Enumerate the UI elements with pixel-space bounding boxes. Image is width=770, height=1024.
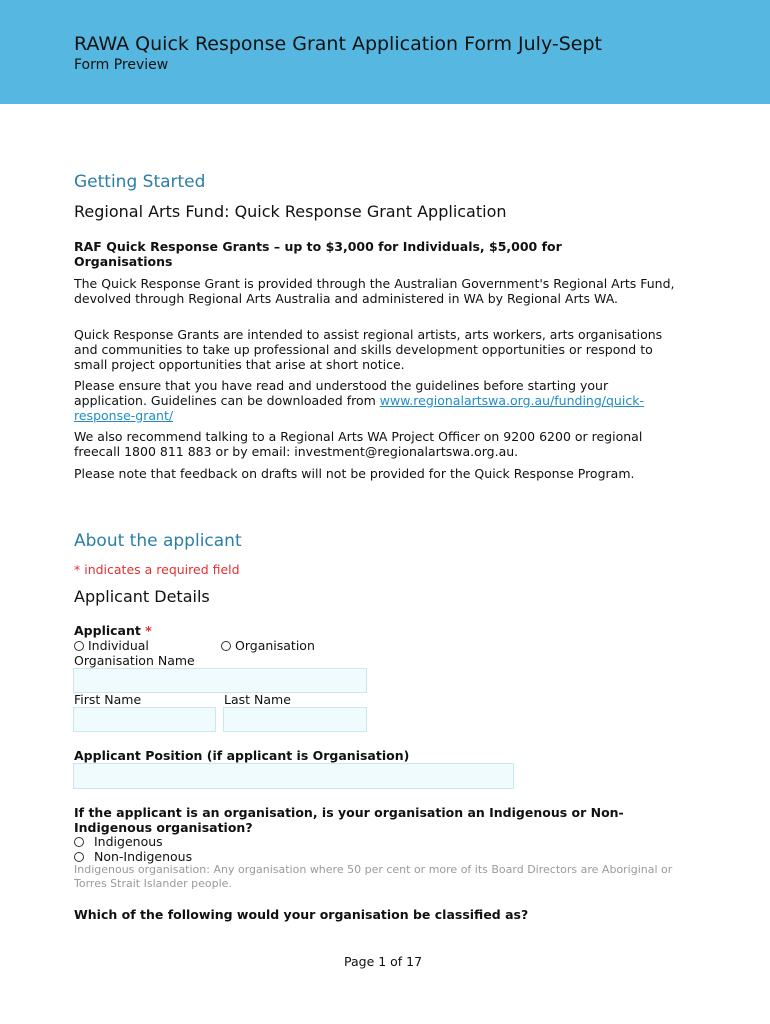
getting-started-heading: Getting Started	[74, 172, 206, 192]
radio-circle-icon[interactable]	[221, 641, 231, 651]
grant-amount-line-2: Organisations	[74, 254, 173, 269]
page-header	[0, 0, 770, 104]
applicant-label-text: Applicant	[74, 623, 141, 638]
intro-paragraph-5: Please note that feedback on drafts will not be provided for the Quick Response Program.	[74, 466, 635, 481]
intro-paragraph-3	[74, 378, 684, 423]
form-subtitle: Form Preview	[74, 57, 169, 73]
radio-individual-label: Individual	[88, 638, 149, 653]
radio-indigenous[interactable]	[74, 834, 163, 849]
applicant-label	[74, 623, 152, 638]
organisation-name-label: Organisation Name	[74, 653, 195, 668]
grant-subheading: Regional Arts Fund: Quick Response Grant Application	[74, 202, 507, 221]
intro-paragraph-4: We also recommend talking to a Regional Arts WA Project Officer on 9200 6200 or regional freecall 1800 811 883 or by email: investment@regionalartswa.org.au.	[74, 429, 643, 459]
intro-paragraph-1: The Quick Response Grant is provided through the Australian Government's Regional Arts Fund, devolved through Regional Arts Australia and administered in WA by Regional Arts WA.	[74, 276, 675, 306]
first-name-label: First Name	[74, 692, 142, 707]
last-name-input[interactable]	[223, 707, 367, 732]
radio-circle-icon[interactable]	[74, 852, 84, 862]
last-name-label: Last Name	[224, 692, 291, 707]
about-applicant-heading: About the applicant	[74, 531, 242, 551]
organisation-name-input[interactable]	[73, 668, 367, 693]
grant-amount-line-1: RAF Quick Response Grants – up to $3,000 for Individuals, $5,000 for	[74, 239, 562, 254]
classification-question: Which of the following would your organisation be classified as?	[74, 907, 529, 922]
radio-non-indigenous[interactable]	[74, 849, 192, 864]
radio-non-indigenous-label: Non-Indigenous	[94, 849, 193, 864]
intro-paragraph-2: Quick Response Grants are intended to assist regional artists, arts workers, arts organisations and communities to take up professional and skills development opportunities or respond to small project opportunities that arise at short notice.	[74, 327, 663, 372]
guidelines-link[interactable]: www.regionalartswa.org.au/funding/quick-response-grant/	[74, 393, 644, 423]
radio-individual[interactable]	[74, 638, 149, 653]
applicant-details-subheading: Applicant Details	[74, 587, 210, 606]
indigenous-question-line-2: Indigenous organisation?	[74, 820, 253, 835]
required-field-note: * indicates a required field	[74, 562, 240, 577]
applicant-position-label: Applicant Position (if applicant is Organisation)	[74, 748, 410, 763]
grant-amount-intro	[74, 239, 562, 269]
indigenous-note: Indigenous organisation: Any organisation where 50 per cent or more of its Board Directors are Aboriginal or Torres Strait Islander people.	[74, 863, 673, 890]
radio-circle-icon[interactable]	[74, 641, 84, 651]
applicant-position-input[interactable]	[73, 763, 514, 789]
page-number: Page 1 of 17	[344, 954, 423, 969]
required-asterisk: *	[145, 623, 152, 638]
radio-indigenous-label: Indigenous	[94, 834, 163, 849]
form-title: RAWA Quick Response Grant Application Form July-Sept	[74, 33, 602, 55]
radio-organisation[interactable]	[221, 638, 315, 653]
guidelines-text: Please ensure that you have read and understood the guidelines before starting your application. Guidelines can be downloaded from	[74, 378, 609, 408]
indigenous-question-line-1: If the applicant is an organisation, is your organisation an Indigenous or Non-	[74, 805, 624, 820]
first-name-input[interactable]	[73, 707, 216, 732]
radio-circle-icon[interactable]	[74, 837, 84, 847]
radio-organisation-label: Organisation	[235, 638, 315, 653]
indigenous-question	[74, 805, 624, 835]
